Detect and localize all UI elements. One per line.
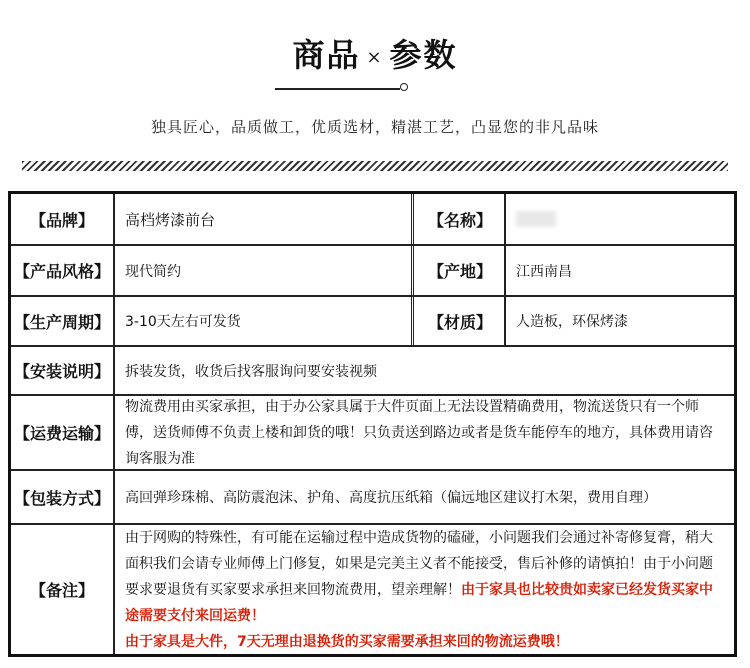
column-separator — [411, 297, 414, 345]
install-value: 拆装发货，收货后找客服询问要安装视频 — [125, 363, 377, 380]
origin-label: 【产地】 — [416, 246, 506, 295]
table-row — [11, 396, 734, 471]
table-row — [11, 347, 734, 396]
remark-cell — [115, 525, 734, 654]
title-right: 参数 — [389, 36, 458, 74]
material-label: 【材质】 — [416, 297, 506, 345]
column-separator — [411, 246, 414, 295]
title-dot-icon — [400, 83, 408, 91]
brand-value: 高档烤漆前台 — [125, 210, 216, 229]
remark-red-2: 由于家具是大件，7天无理由退换货的买家需要承担来回的物流运费哦！ — [125, 633, 569, 650]
table-row — [11, 297, 734, 347]
parameter-table — [8, 191, 737, 657]
table-row — [11, 525, 734, 654]
hatched-divider — [22, 161, 728, 171]
title-separator: × — [366, 47, 384, 68]
table-row — [11, 246, 734, 297]
name-value — [506, 194, 734, 244]
subtitle: 独具匠心，品质做工，优质选材，精湛工艺，凸显您的非凡品味 — [150, 118, 599, 136]
cycle-label: 【生产周期】 — [11, 297, 115, 345]
origin-value: 江西南昌 — [516, 263, 572, 280]
remark-content — [125, 525, 724, 655]
style-label: 【产品风格】 — [11, 246, 115, 295]
title-left: 商品 — [292, 36, 361, 74]
remark-label: 【备注】 — [11, 525, 115, 654]
cycle-value: 3-10天左右可发货 — [125, 314, 241, 330]
column-separator — [411, 194, 414, 244]
packing-value: 高回弹珍珠棉、高防震泡沫、护角、高度抗压纸箱（偏远地区建议打木架，费用自理） — [125, 490, 657, 506]
shipping-cell — [115, 396, 734, 469]
style-value: 现代简约 — [125, 263, 181, 280]
material-value: 人造板，环保烤漆 — [516, 314, 628, 330]
page-title — [0, 30, 750, 76]
blurred-name — [516, 211, 556, 227]
remark-red-1: 由于家具也比较贵如卖家已经发货买家中途需要支付来回运费！ — [125, 581, 713, 624]
table-row — [11, 194, 734, 246]
shipping-label: 【运费运输】 — [11, 396, 115, 469]
shipping-value: 物流费用由买家承担，由于办公家具属于大件页面上无法设置精确费用，物流送货只有一个师傅，送货师傅不负责上楼和卸货的哦！只负责送到路边或者是货车能停车的地方，具体费用请咨询客服为准 — [125, 398, 713, 467]
table-row — [11, 471, 734, 525]
packing-label: 【包装方式】 — [11, 471, 115, 523]
brand-label: 【品牌】 — [11, 194, 115, 244]
remark-text: 由于网购的特殊性，有可能在运输过程中造成货物的磕碰，小问题我们会通过补寄修复膏，稍大面积我们会请专业师傅上门修复，如果是完美主义者不能接受，售后补修的请慎拍！由于小问题要求要退货有买家要求承担来回物流费用，望亲理解！ — [125, 529, 713, 598]
title-underline — [275, 88, 400, 90]
name-label: 【名称】 — [416, 194, 506, 244]
install-label: 【安装说明】 — [11, 347, 115, 394]
